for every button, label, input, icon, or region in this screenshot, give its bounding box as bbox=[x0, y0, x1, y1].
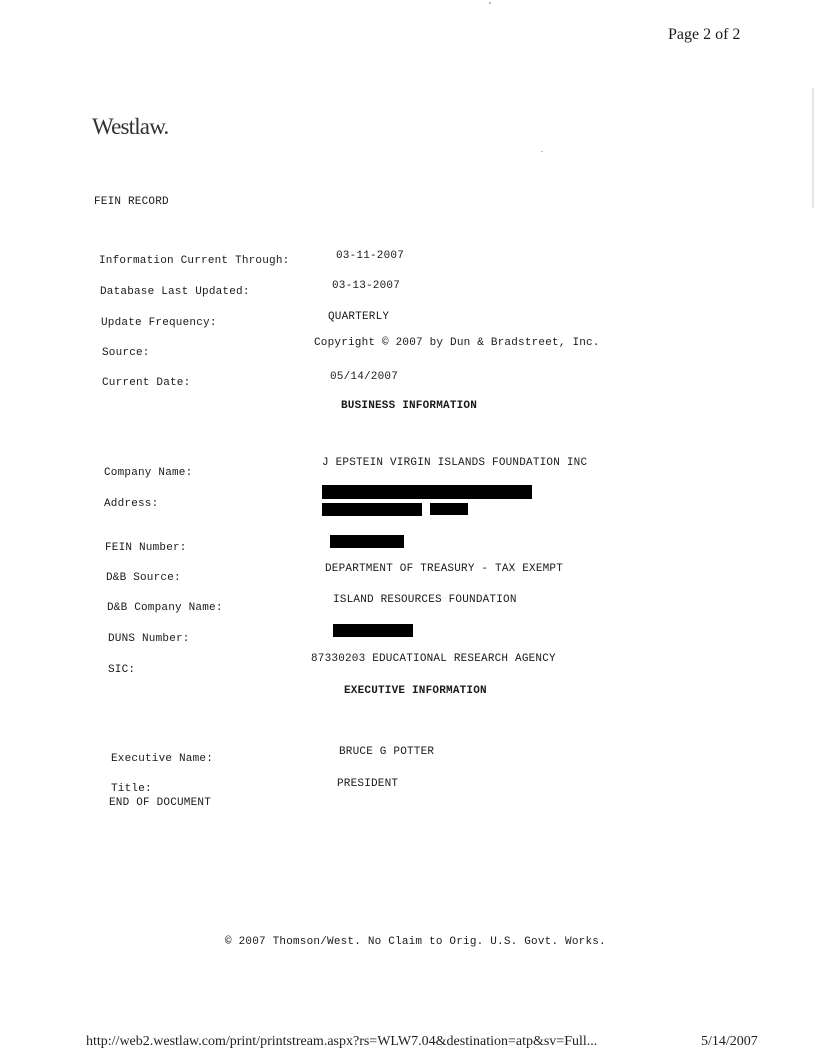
db-company-value: ISLAND RESOURCES FOUNDATION bbox=[333, 594, 517, 606]
db-source-label: D&B Source: bbox=[106, 572, 181, 584]
title-value: PRESIDENT bbox=[337, 778, 399, 790]
executive-name-label: Executive Name: bbox=[111, 753, 214, 765]
scan-edge-mark bbox=[812, 88, 814, 208]
business-heading: BUSINESS INFORMATION bbox=[341, 400, 478, 412]
page-number: Page 2 of 2 bbox=[668, 26, 741, 43]
title-label: Title: bbox=[111, 783, 152, 795]
info-current-value: 03-11-2007 bbox=[336, 250, 405, 262]
company-name-value: J EPSTEIN VIRGIN ISLANDS FOUNDATION INC bbox=[322, 457, 588, 469]
executive-heading: EXECUTIVE INFORMATION bbox=[344, 685, 487, 697]
db-updated-label: Database Last Updated: bbox=[100, 286, 250, 298]
end-of-document: END OF DOCUMENT bbox=[109, 797, 212, 809]
footer-date: 5/14/2007 bbox=[701, 1034, 758, 1049]
db-updated-value: 03-13-2007 bbox=[332, 280, 401, 292]
fein-redaction bbox=[330, 535, 404, 548]
sic-label: SIC: bbox=[108, 664, 136, 676]
scan-speck bbox=[541, 151, 543, 152]
record-title: FEIN RECORD bbox=[94, 196, 169, 208]
address-redaction-line1 bbox=[322, 485, 532, 499]
address-redaction-line2a bbox=[322, 503, 422, 516]
scan-speck bbox=[489, 2, 491, 4]
sic-value: 87330203 EDUCATIONAL RESEARCH AGENCY bbox=[311, 653, 556, 665]
db-source-value: DEPARTMENT OF TREASURY - TAX EXEMPT bbox=[325, 563, 564, 575]
frequency-label: Update Frequency: bbox=[101, 317, 217, 329]
address-label: Address: bbox=[104, 498, 159, 510]
fein-label: FEIN Number: bbox=[105, 542, 187, 554]
westlaw-logo: Westlaw. bbox=[92, 114, 169, 139]
company-name-label: Company Name: bbox=[104, 467, 193, 479]
footer-url: http://web2.westlaw.com/print/printstream.aspx?rs=WLW7.04&destination=atp&sv=Full... bbox=[86, 1034, 598, 1049]
db-company-label: D&B Company Name: bbox=[107, 602, 223, 614]
current-date-label: Current Date: bbox=[102, 377, 191, 389]
source-label: Source: bbox=[102, 347, 150, 359]
frequency-value: QUARTERLY bbox=[328, 311, 390, 323]
source-value: Copyright © 2007 by Dun & Bradstreet, Inc. bbox=[314, 337, 600, 349]
duns-label: DUNS Number: bbox=[108, 633, 190, 645]
current-date-value: 05/14/2007 bbox=[330, 371, 399, 383]
duns-redaction bbox=[333, 624, 413, 637]
info-current-label: Information Current Through: bbox=[99, 255, 290, 267]
copyright-footer: © 2007 Thomson/West. No Claim to Orig. U.S. Govt. Works. bbox=[225, 936, 606, 948]
executive-name-value: BRUCE G POTTER bbox=[339, 746, 435, 758]
address-redaction-line2b bbox=[430, 503, 468, 515]
